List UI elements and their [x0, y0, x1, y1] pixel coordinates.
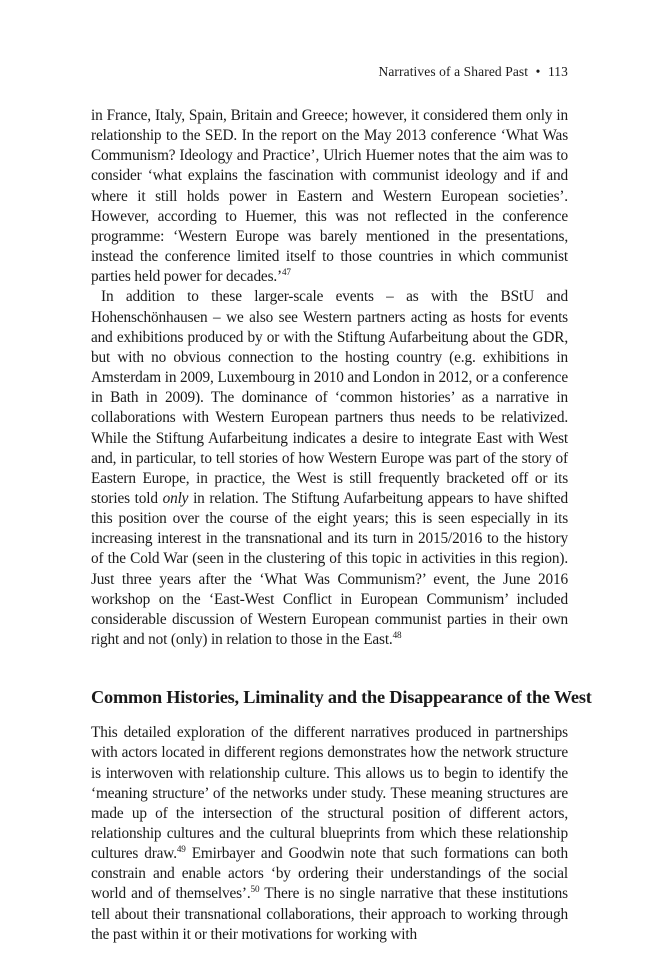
- footnote-ref-50: 50: [250, 884, 260, 895]
- body-text: [91, 106, 592, 945]
- footnote-ref-47: 47: [282, 267, 291, 278]
- section-heading: Common Histories, Liminality and the Disappearance of the West: [91, 687, 592, 708]
- running-header: [378, 64, 568, 80]
- paragraph-3: This detailed exploration of the different narratives produced in partnerships with actors located in different regions demonstrates how the network structure is interwoven with relationship culture. This allows us to begin to identify the ‘meaning structure’ of the networks under study. These meaning structures are made up of the intersection of the structural position of different actors, relationship cultures and the cultural blueprints from which these relationship cultures draw.$^{49}$ Emirbayer and Goodwin note that such formations can both constrain and enable actors ‘by ordering their understandings of the social world and of themselves’.$^{50}$ There is no single narrative that these institutions tell about their transnational collaborations, their approach to working through the past within it or their motivations for working with: [91, 724, 568, 943]
- header-bullet: •: [535, 64, 541, 79]
- footnote-ref-49: 49: [176, 844, 186, 855]
- emphasis: only: [162, 489, 189, 507]
- running-title: Narratives of a Shared Past: [378, 64, 529, 79]
- page-number: 113: [547, 64, 568, 79]
- paragraph-1: in France, Italy, Spain, Britain and Greece; however, it considered them only in relationship to the SED. In the report on the May 2013 conference ‘What Was Communism? Ideology and Practice’, Ulrich Huemer notes that the aim was to consider ‘what explains the fascination with communist ideology and if and where it still holds power in Eastern and Western European societies’. However, according to Huemer, this was not reflected in the conference programme: ‘Western Europe was barely mentioned in the presentations, instead the conference limited itself to those countries in which communist parties held power for decades.’$^{47}$: [91, 107, 568, 286]
- footnote-ref-48: 48: [392, 629, 402, 640]
- paragraph-2: In addition to these larger-scale events – as with the BStU and Hohenschönhausen – we also see Western partners acting as hosts for events and exhibitions produced by or with the Stiftung Aufarbeitung about the GDR, but with no obvious connection to the hosting country (e.g. exhibitions in Amsterdam in 2009, Luxembourg in 2010 and London in 2012, or a conference in Bath in 2009). The dominance of ‘common histories’ as a narrative in collaborations with Western European partners thus needs to be relativized. While the Stiftung Aufarbeitung indicates a desire to integrate East with West and, in particular, to tell stories of how Western Europe was part of the story of Eastern Europe, in practice, the West is still frequently bracketed off or its stories told only in relation. The Stiftung Aufarbeitung appears to have shifted this position over the course of the eight years; this is seen especially in its increasing interest in the transnational and its turn in 2015/2016 to the history of the Cold War (seen in the clustering of this topic in activities in this region). Just three years after the ‘What Was Communism?’ event, the June 2016 workshop on the ‘East-West Conflict in European Communism’ included considerable discussion of Western European communist parties in their own right and not (only) in relation to those in the East.$^{48}$: [91, 288, 568, 649]
